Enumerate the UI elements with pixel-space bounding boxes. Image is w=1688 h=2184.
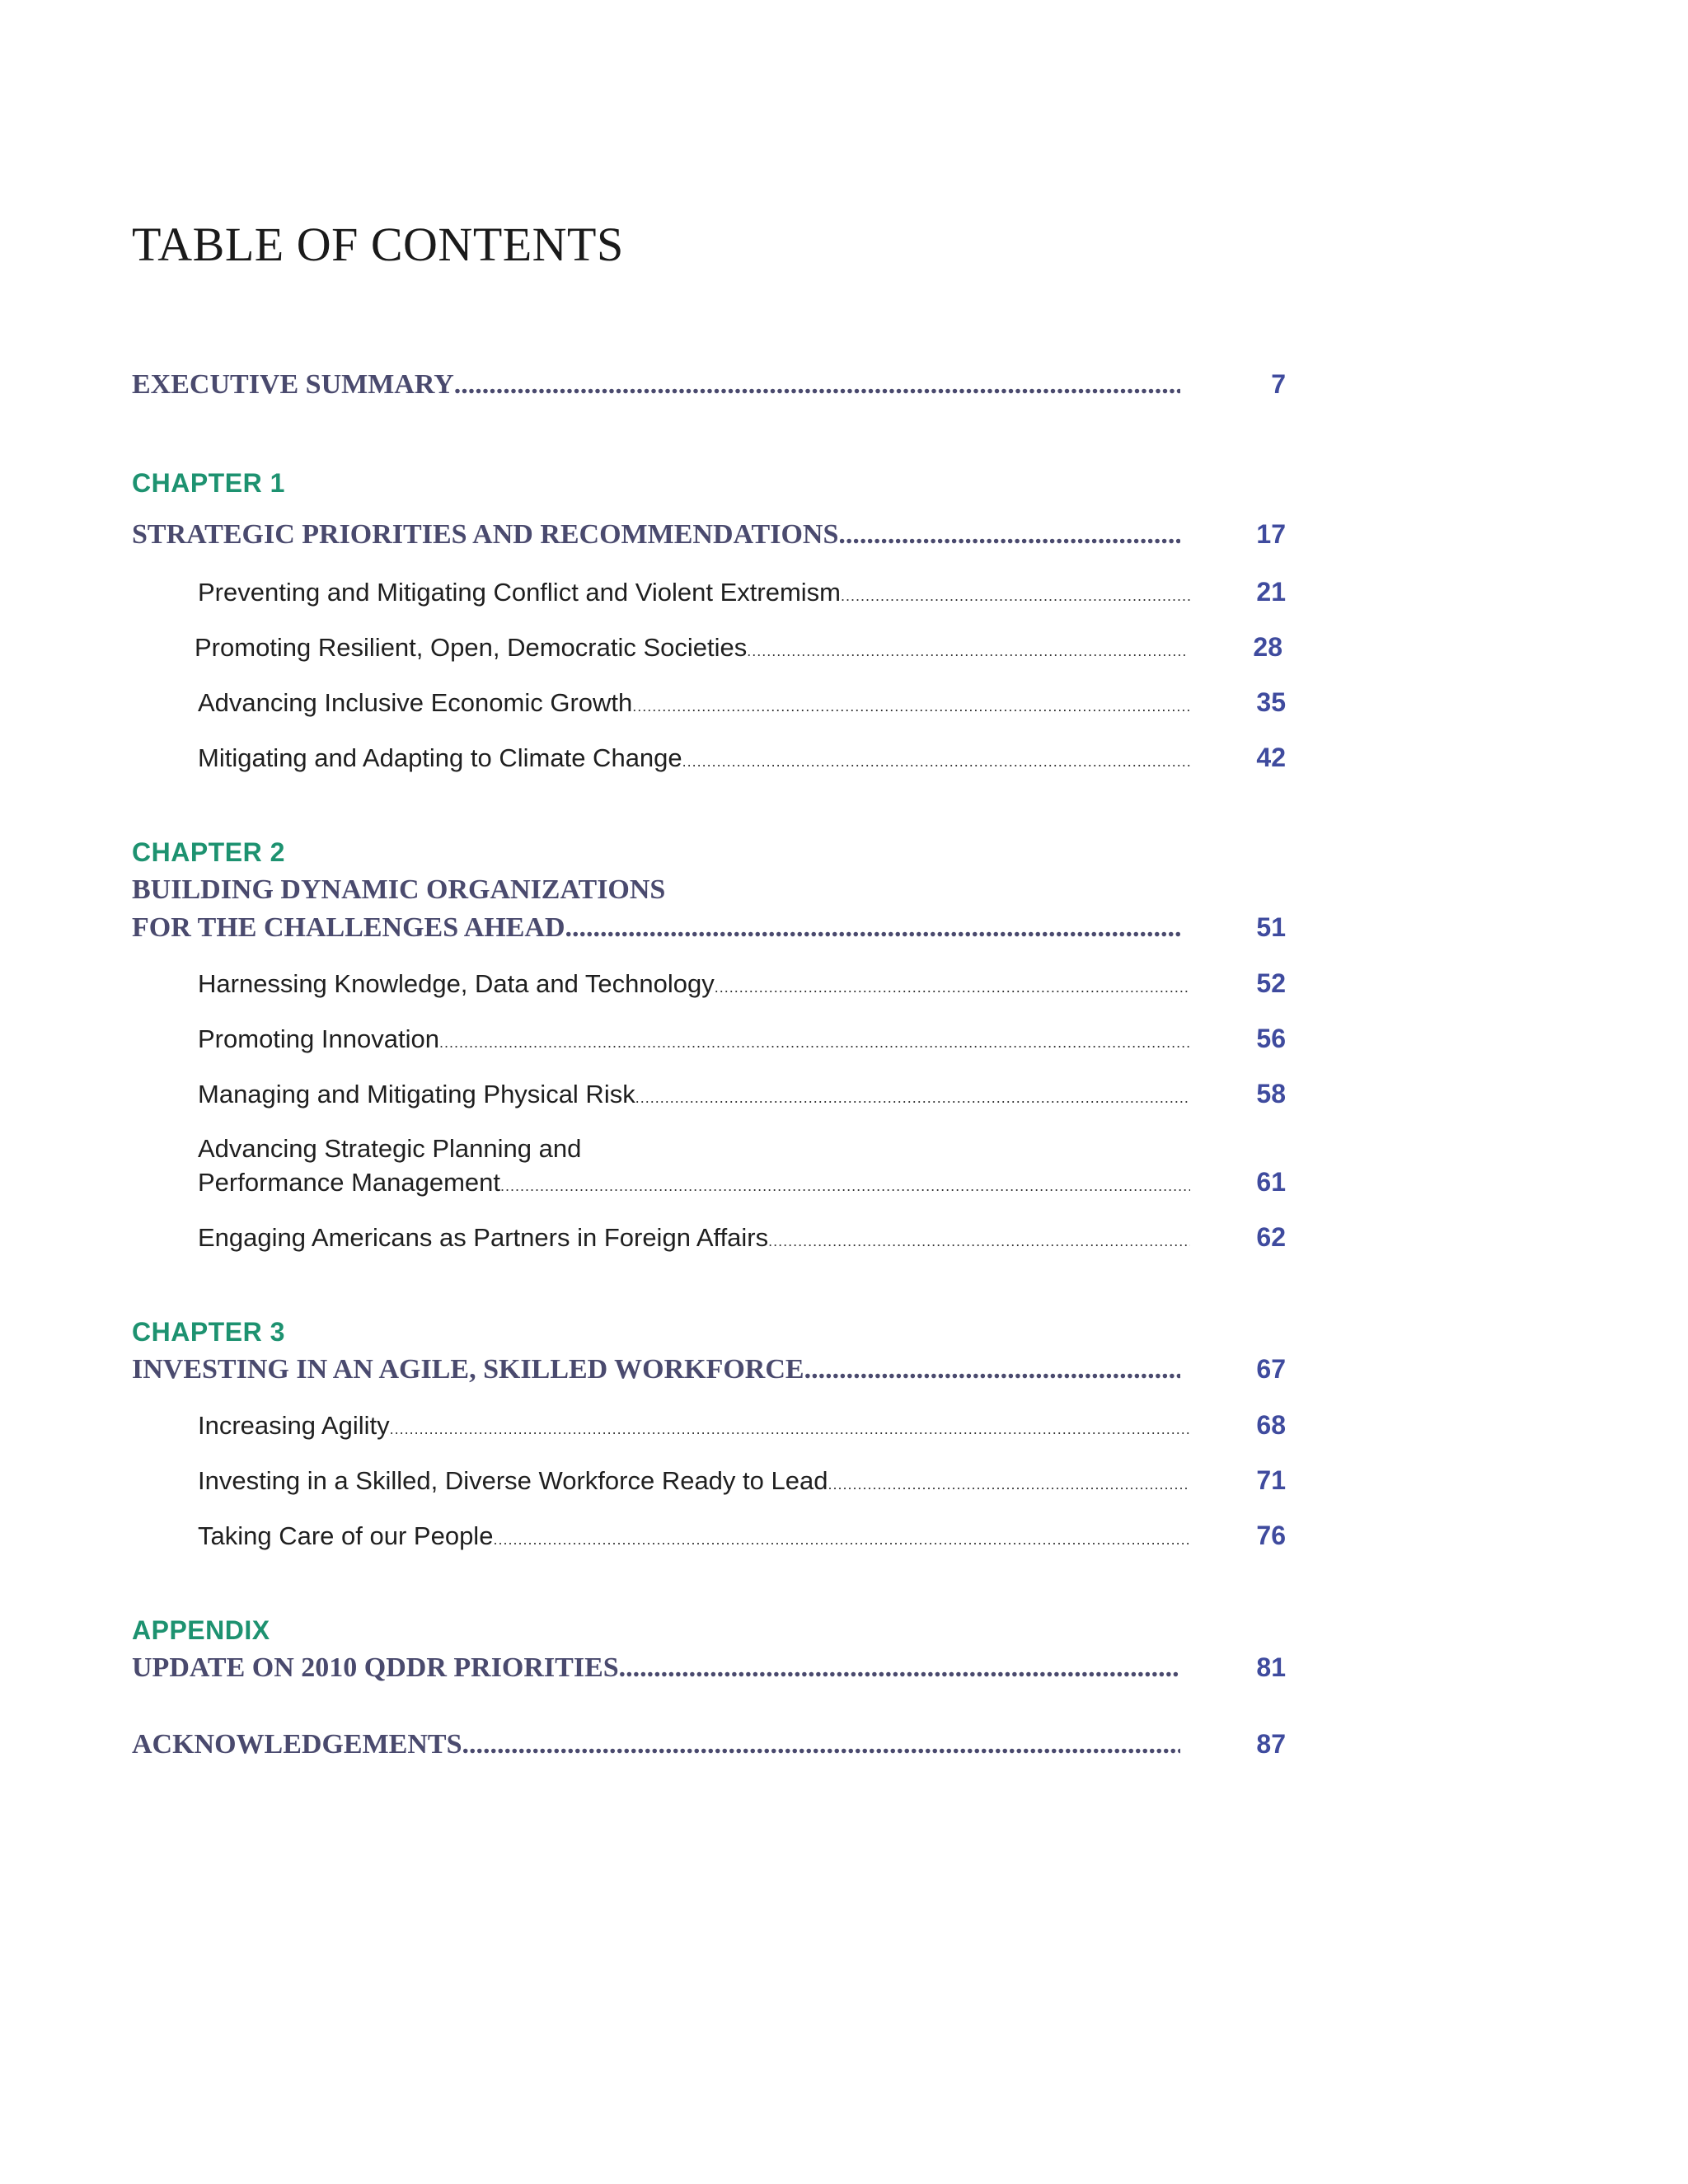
chapter-2-label: CHAPTER 2 <box>132 837 285 867</box>
page-number: 67 <box>1256 1354 1286 1384</box>
dot-leader <box>565 914 1180 942</box>
dot-leader <box>454 371 1180 399</box>
page-number: 51 <box>1256 912 1286 942</box>
toc-entry-label: ACKNOWLEDGEMENTS <box>132 1729 462 1760</box>
page-number: 62 <box>1256 1222 1286 1252</box>
page-title: TABLE OF CONTENTS <box>132 218 624 271</box>
toc-entry-label: Performance Management <box>198 1168 501 1197</box>
toc-entry-section[interactable] <box>198 1522 1286 1549</box>
page-number: 35 <box>1256 687 1286 717</box>
dot-leader <box>747 644 1187 658</box>
toc-entry-section[interactable] <box>195 634 1282 660</box>
page-number: 61 <box>1256 1167 1286 1197</box>
dot-leader <box>768 1234 1190 1249</box>
chapter-1-label: CHAPTER 1 <box>132 468 285 498</box>
toc-entry-label: Promoting Resilient, Open, Democratic Societies <box>195 633 748 662</box>
toc-entry-section[interactable] <box>198 744 1286 771</box>
page-number: 71 <box>1256 1465 1286 1495</box>
toc-entry-section[interactable] <box>198 1412 1286 1438</box>
toc-entry-label: Increasing Agility <box>198 1411 390 1440</box>
page-number: 76 <box>1256 1521 1286 1550</box>
page-number: 42 <box>1256 743 1286 772</box>
toc-entry-label: INVESTING IN AN AGILE, SKILLED WORKFORCE <box>132 1354 804 1385</box>
toc-entry-label: EXECUTIVE SUMMARY <box>132 369 454 400</box>
toc-entry-label: Taking Care of our People <box>198 1521 494 1550</box>
dot-leader <box>390 1422 1190 1436</box>
dot-leader <box>462 1731 1181 1759</box>
toc-entry-section[interactable] <box>198 1080 1286 1107</box>
dot-leader <box>493 1532 1190 1547</box>
page-number: 81 <box>1256 1652 1286 1682</box>
page-number: 68 <box>1256 1410 1286 1440</box>
toc-entry-section[interactable] <box>198 1224 1286 1250</box>
page-number: 28 <box>1253 632 1282 662</box>
page-number: 58 <box>1256 1079 1286 1108</box>
toc-entry-label: Harnessing Knowledge, Data and Technology <box>198 969 715 998</box>
toc-entry-label: UPDATE ON 2010 QDDR PRIORITIES <box>132 1652 619 1683</box>
dot-leader <box>838 521 1180 549</box>
page-number: 52 <box>1256 968 1286 998</box>
dot-leader <box>804 1356 1180 1384</box>
dot-leader <box>828 1477 1190 1492</box>
dot-leader <box>841 588 1190 603</box>
toc-entry-executive-summary[interactable] <box>132 371 1286 399</box>
toc-entry-label: Preventing and Mitigating Conflict and Violent Extremism <box>198 578 841 607</box>
page-number: 17 <box>1256 519 1286 549</box>
toc-entry-chapter-3-heading[interactable] <box>132 1356 1286 1384</box>
dot-leader <box>715 980 1190 995</box>
toc-entry-label: Managing and Mitigating Physical Risk <box>198 1080 635 1108</box>
page-number: 56 <box>1256 1024 1286 1053</box>
toc-entry-label: Mitigating and Adapting to Climate Change <box>198 743 682 772</box>
page-number: 7 <box>1271 369 1286 399</box>
toc-entry-label: Engaging Americans as Partners in Foreign Affairs <box>198 1223 769 1252</box>
toc-entry-label: Advancing Inclusive Economic Growth <box>198 688 633 717</box>
dot-leader <box>632 699 1190 714</box>
toc-entry-label: STRATEGIC PRIORITIES AND RECOMMENDATIONS <box>132 519 839 550</box>
toc-entry-chapter-2-heading[interactable] <box>132 914 1286 942</box>
toc-entry-appendix-heading[interactable] <box>132 1654 1286 1682</box>
appendix-label: APPENDIX <box>132 1615 270 1645</box>
toc-entry-label: FOR THE CHALLENGES AHEAD <box>132 912 565 943</box>
toc-entry-section[interactable] <box>198 1169 1286 1195</box>
toc-entry-acknowledgements[interactable] <box>132 1731 1286 1759</box>
dot-leader <box>500 1179 1190 1193</box>
chapter-2-heading-line-1: BUILDING DYNAMIC ORGANIZATIONS <box>132 874 666 905</box>
dot-leader <box>635 1090 1190 1105</box>
toc-entry-section[interactable] <box>198 689 1286 715</box>
toc-entry-label: Investing in a Skilled, Diverse Workforce Ready to Lead <box>198 1466 828 1495</box>
toc-entry-section[interactable] <box>198 1467 1286 1493</box>
chapter-3-label: CHAPTER 3 <box>132 1317 285 1347</box>
dot-leader <box>439 1035 1190 1050</box>
dot-leader <box>619 1654 1180 1682</box>
toc-entry-chapter-1-heading[interactable] <box>132 521 1286 549</box>
toc-entry-section[interactable] <box>198 579 1286 605</box>
toc-entry-label-line-1: Advancing Strategic Planning and <box>198 1134 582 1163</box>
dot-leader <box>682 754 1190 769</box>
toc-entry-label: Promoting Innovation <box>198 1024 439 1053</box>
page-number: 87 <box>1256 1729 1286 1759</box>
toc-entry-section[interactable] <box>198 1025 1286 1052</box>
page-number: 21 <box>1256 577 1286 607</box>
toc-entry-section[interactable] <box>198 970 1286 996</box>
